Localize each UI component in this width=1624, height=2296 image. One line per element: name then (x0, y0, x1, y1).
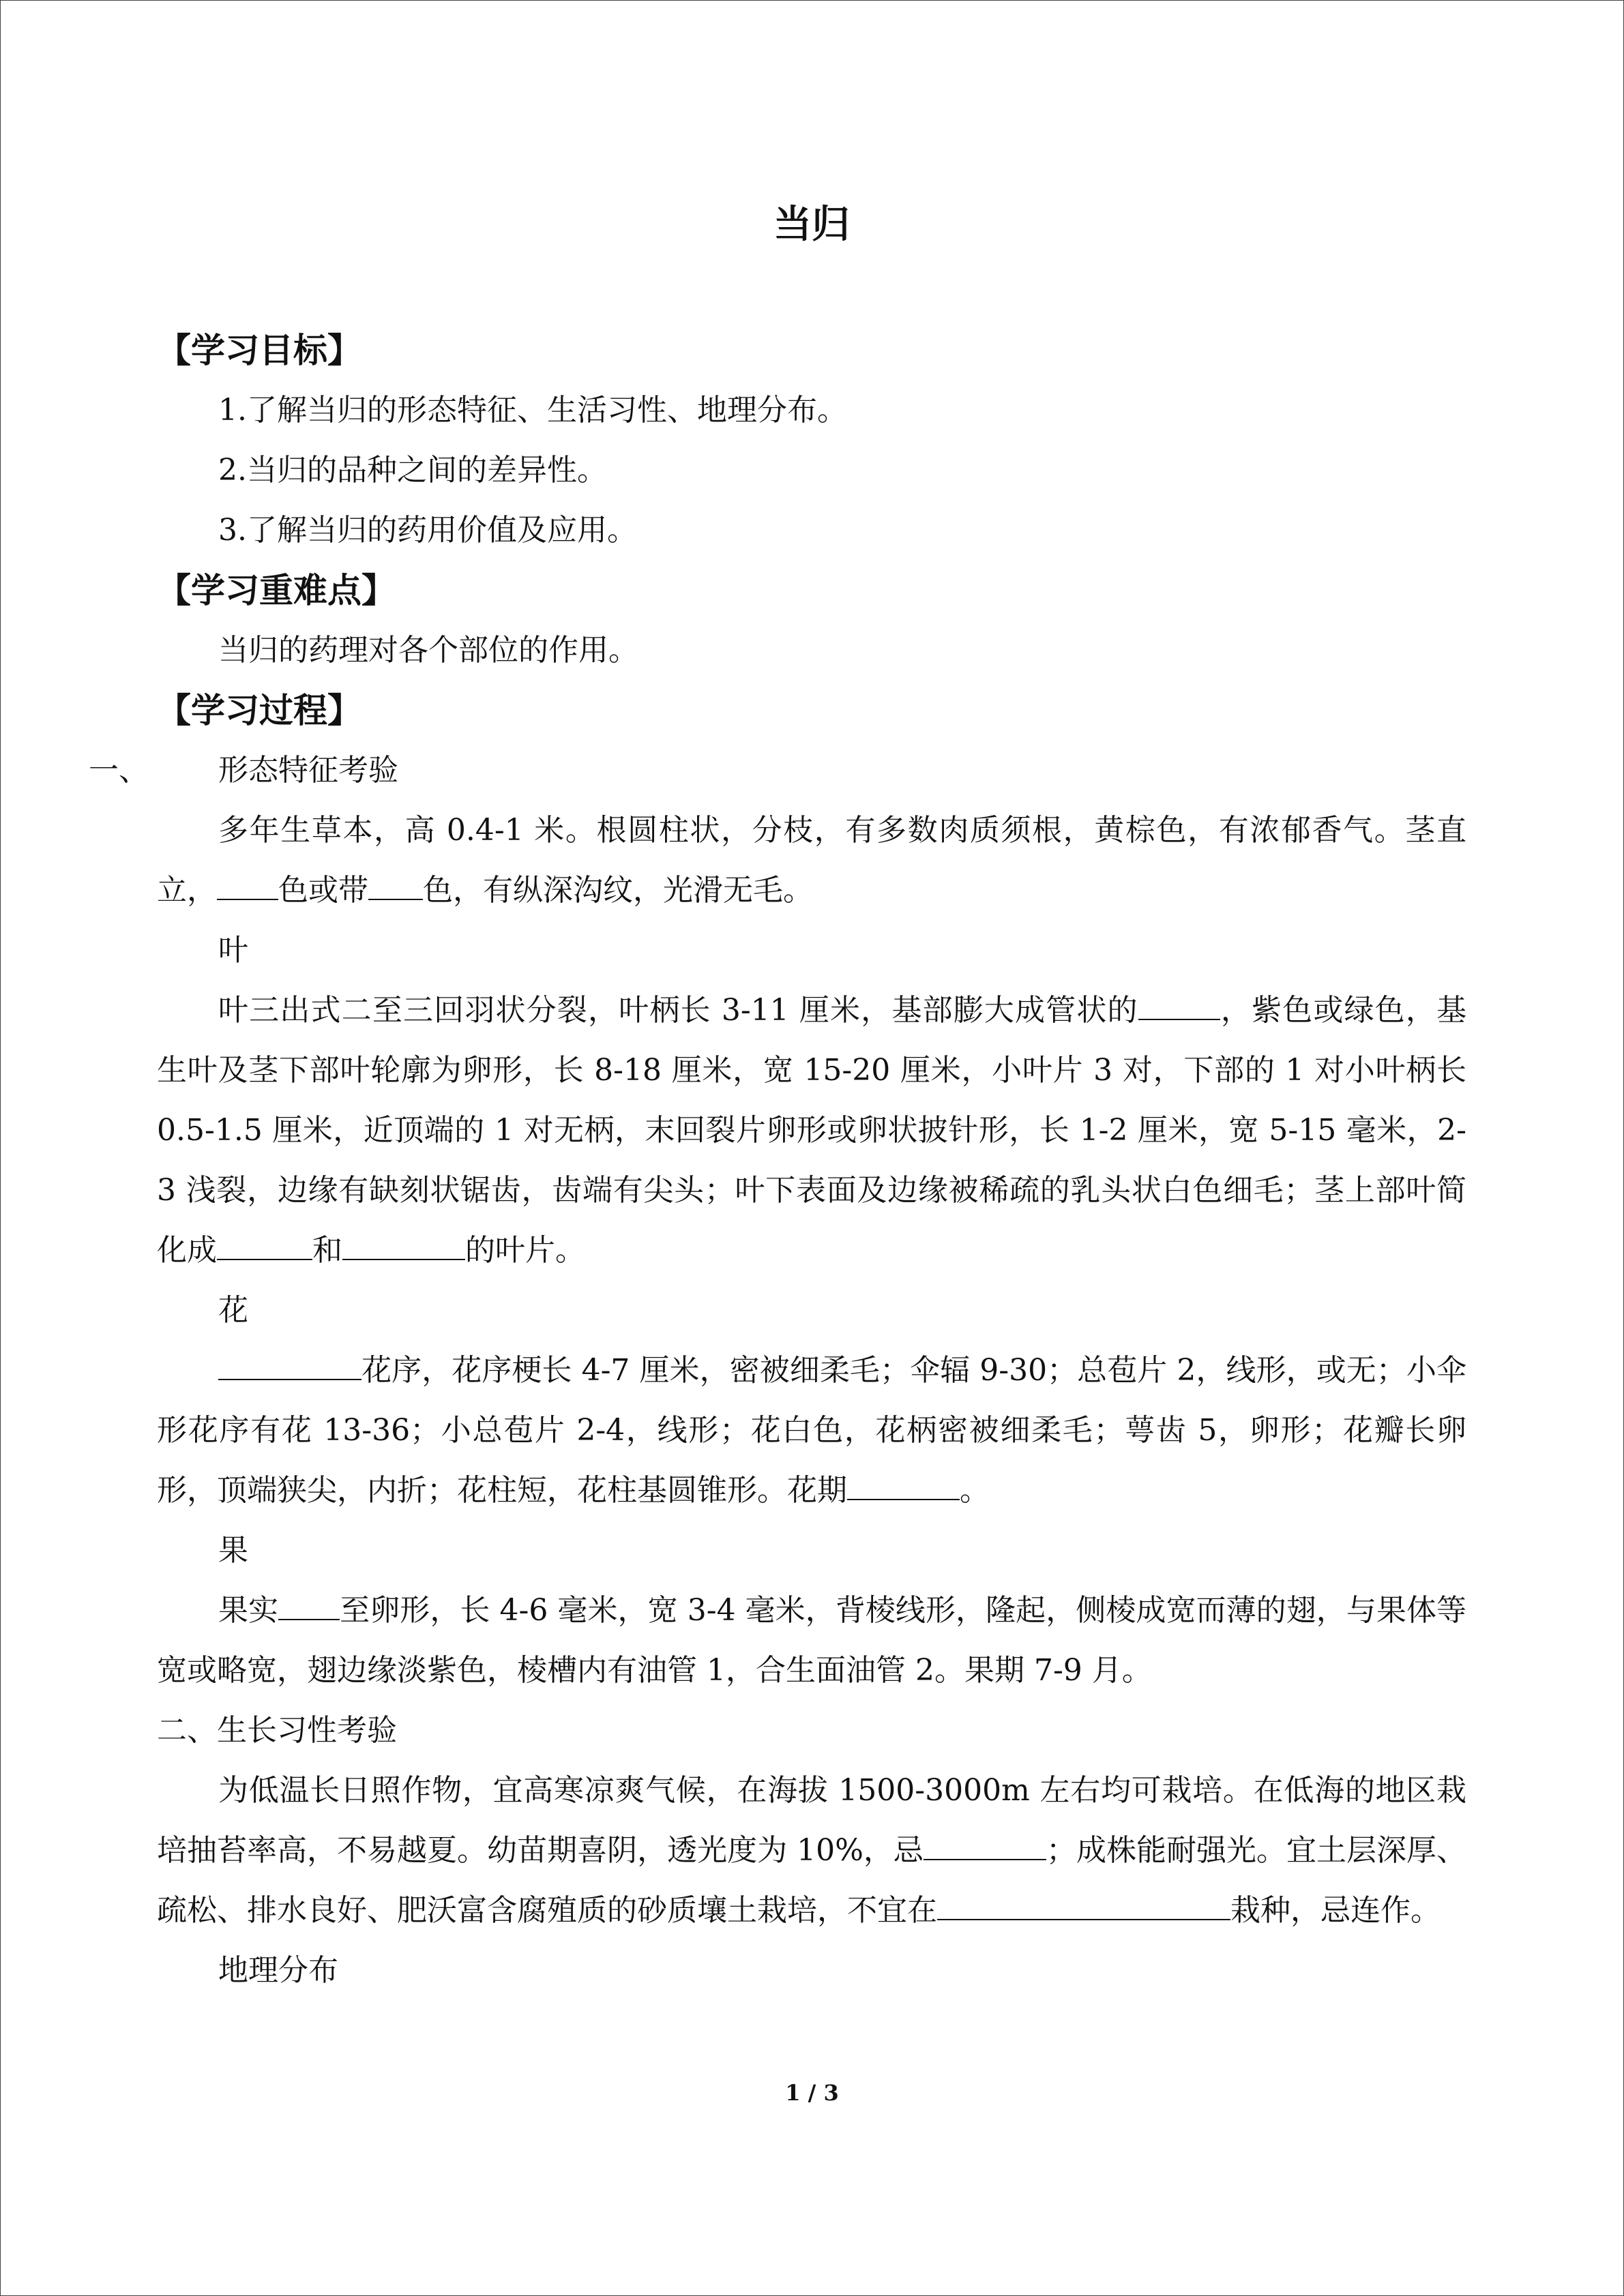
fill-blank[interactable] (847, 1469, 960, 1500)
objective-item: 1.了解当归的形态特征、生活习性、地理分布。 (218, 393, 847, 428)
fill-blank[interactable] (278, 1589, 340, 1620)
fill-blank[interactable] (924, 1829, 1046, 1860)
objective-item: 2.当归的品种之间的差异性。 (218, 453, 607, 488)
section-1-number: 一、 (89, 753, 149, 788)
section-2-label: 二、生长习性考验 (157, 1713, 397, 1748)
fill-blank[interactable] (937, 1889, 1230, 1920)
flower-label: 花 (218, 1293, 248, 1328)
stem-paragraph: 多年生草本，高 0.4-1 米。根圆柱状，分枝，有多数肉质须根，黄棕色，有浓郁香气。茎直立， 色或带 色，有纵深沟纹，光滑无毛。 (157, 813, 1466, 908)
heading-key-points: 【学习重难点】 (157, 571, 396, 610)
key-point-text: 当归的药理对各个部位的作用。 (218, 633, 638, 668)
section-1-label: 形态特征考验 (218, 753, 398, 788)
fruit-label: 果 (218, 1533, 248, 1568)
geo-label: 地理分布 (218, 1953, 338, 1988)
objective-item: 3.了解当归的药用价值及应用。 (218, 513, 637, 548)
section-1-header (89, 741, 1466, 801)
heading-process: 【学习过程】 (157, 691, 361, 730)
fill-blank[interactable] (217, 1229, 312, 1260)
flower-paragraph: 花序，花序梗长 4-7 厘米，密被细柔毛；伞辐 9-30；总苞片 2，线形，或无；小伞形花序有花 13-36；小总苞片 2-4，线形；花白色，花柄密被细柔毛；萼齿 5，卵形；花瓣长卵形，顶端狭尖，内折；花柱短，花柱基圆锥形。花期 。 (157, 1341, 1466, 1521)
fill-blank[interactable] (342, 1229, 465, 1260)
growth-paragraph: 为低温长日照作物，宜高寒凉爽气候，在海拔 1500-3000m 左右均可栽培。在低海的地区栽培抽苔率高，不易越夏。幼苗期喜阴，透光度为 10%，忌 ；成株能耐强光。宜土层深厚、疏松、排水良好、肥沃富含腐殖质的砂质壤土栽培，不宜在 栽种，忌连作。 (157, 1773, 1467, 1928)
page-number: 1 / 3 (785, 2080, 839, 2106)
fill-blank[interactable] (218, 1349, 361, 1380)
fill-blank[interactable] (368, 869, 423, 900)
document-body (89, 191, 1467, 2001)
leaf-paragraph: 叶三出式二至三回羽状分裂，叶柄长 3-11 厘米，基部膨大成管状的 ，紫色或绿色，基生叶及茎下部叶轮廓为卵形，长 8-18 厘米，宽 15-20 厘米，小叶片 3 对，下部的 1 对小叶柄长 0.5-1.5 厘米，近顶端的 1 对无柄，末回裂片卵形或卵状披针形，长 1-2 厘米，宽 5-15 毫米，2-3 浅裂，边缘有缺刻状锯齿，齿端有尖头；叶下表面及边缘被稀疏的乳头状白色细毛；茎上部叶简化成 和 的叶片。 (157, 981, 1466, 1281)
page-title: 当归 (773, 203, 850, 247)
fill-blank[interactable] (1138, 989, 1220, 1020)
heading-objectives: 【学习目标】 (157, 331, 361, 370)
fruit-paragraph: 果实 至卵形，长 4-6 毫米，宽 3-4 毫米，背棱线形，隆起，侧棱成宽而薄的翅，与果体等宽或略宽，翅边缘淡紫色，棱槽内有油管 1，合生面油管 2。果期 7-9 月。 (157, 1581, 1466, 1701)
leaf-label: 叶 (218, 933, 248, 968)
fill-blank[interactable] (217, 869, 278, 900)
